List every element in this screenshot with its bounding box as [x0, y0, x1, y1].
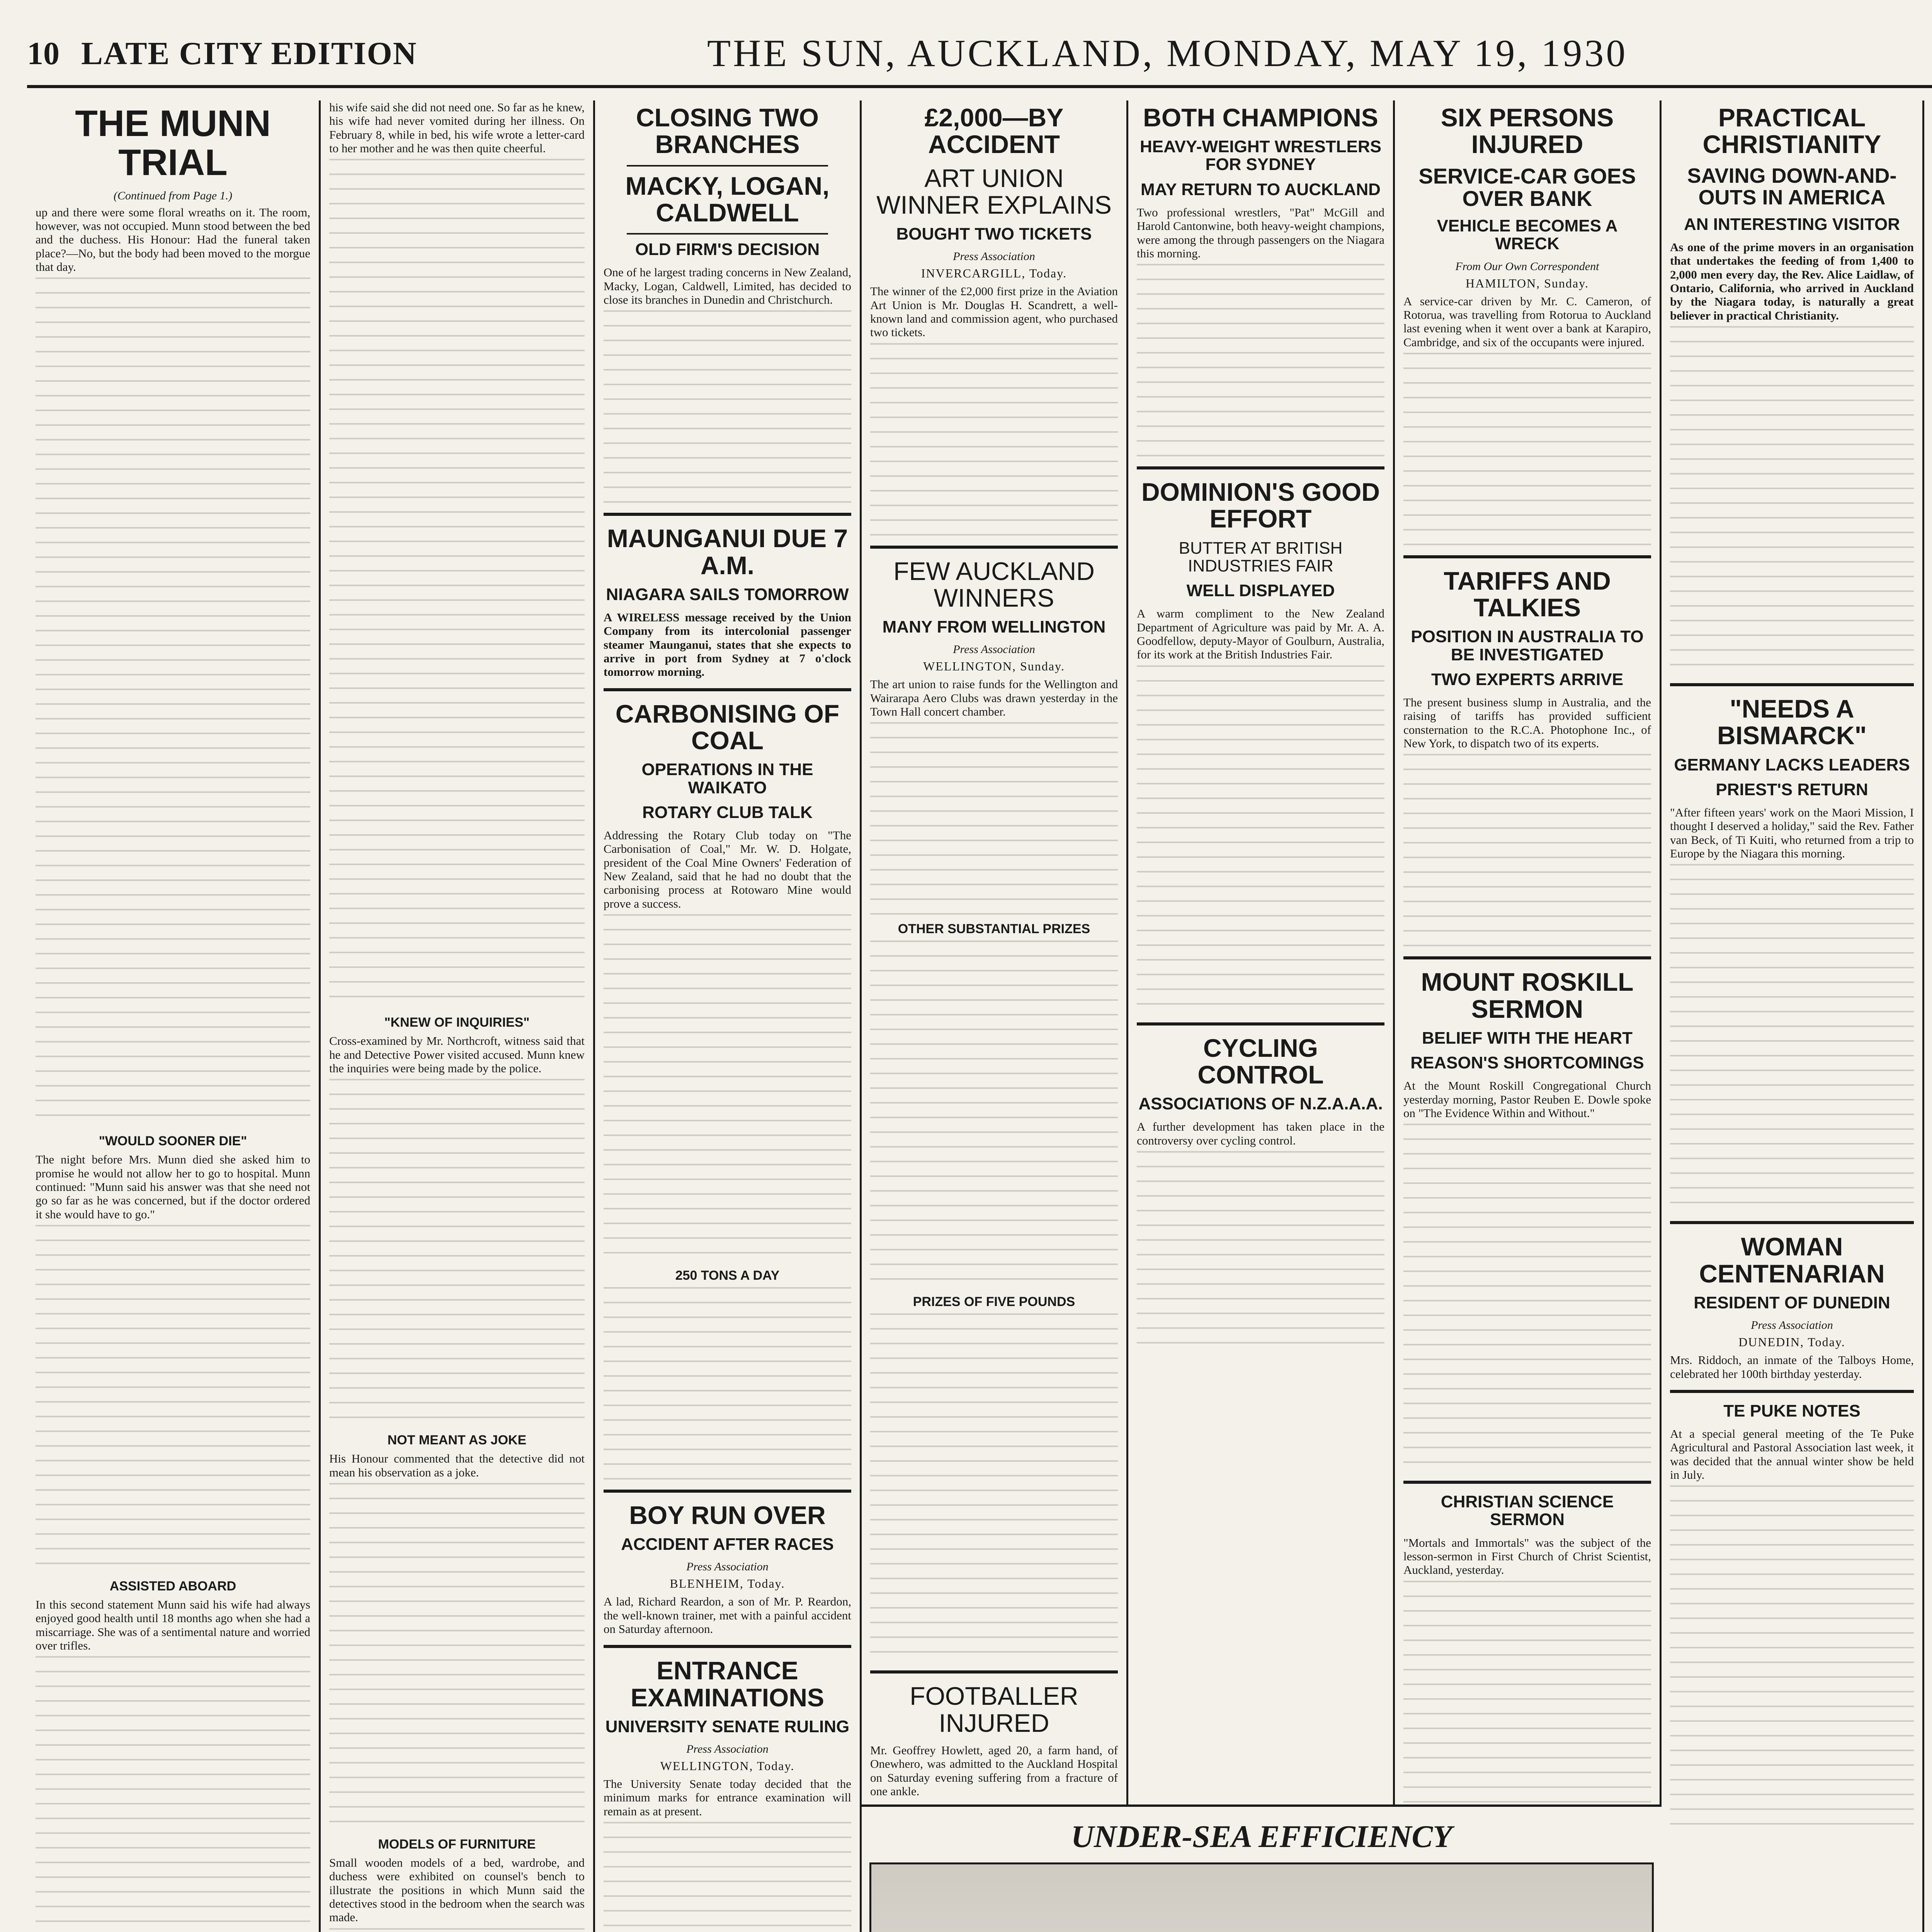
subdeck: WELL DISPLAYED: [1186, 581, 1335, 600]
masthead: [27, 27, 1932, 88]
headline-boy-run-over: BOY RUN OVER: [629, 1500, 826, 1529]
headline-cycling-control: CYCLING CONTROL: [1197, 1033, 1324, 1089]
divider: [627, 165, 828, 167]
column-1: [27, 100, 321, 1932]
divider: [870, 546, 1118, 549]
article-text: As one of the prime movers in an organisation that undertakes the feeding of from 1,400 to 2,000 men every day, the Rev. Alice Laidlaw, of Ontario, California, who arrived in Auckland by the Niagara today, is naturally a great believer in practical Christianity.: [1670, 240, 1914, 322]
divider: [1670, 683, 1914, 686]
dateline: BLENHEIM, Today.: [670, 1577, 785, 1591]
column-4: [862, 100, 1128, 1932]
article-text-block: [1403, 1124, 1651, 1471]
article-text: "After fifteen years' work on the Maori Mission, I thought I deserved a holiday," said the Rev. Father van Beck, of Ti Kuiti, who returned from a trip to Europe by the Niagara this morning.: [1670, 806, 1914, 861]
article-text-block: [1403, 353, 1651, 546]
headline-christian-science: CHRISTIAN SCIENCE SERMON: [1440, 1492, 1614, 1529]
subheading: OTHER SUBSTANTIAL PRIZES: [898, 922, 1090, 937]
headline-maunganui: MAUNGANUI DUE 7 A.M.: [607, 524, 848, 580]
subheading: 250 TONS A DAY: [675, 1268, 780, 1283]
subdeck: TWO EXPERTS ARRIVE: [1431, 670, 1624, 689]
article-text: At a special general meeting of the Te Puke Agricultural and Pastoral Association last week, it was decided that the annual winter show be held in July.: [1670, 1427, 1914, 1482]
subdeck: AN INTERESTING VISITOR: [1684, 214, 1900, 234]
subheading: "KNEW OF INQUIRIES": [384, 1015, 530, 1030]
deck: NIAGARA SAILS TOMORROW: [606, 585, 849, 604]
article-text-block: [1403, 754, 1651, 947]
deck: OPERATIONS IN THE WAIKATO: [641, 760, 813, 797]
article-text-block: [36, 1656, 310, 1932]
photo-feature: [862, 1804, 1662, 1932]
headline-auckland-winners: FEW AUCKLAND WINNERS: [893, 556, 1095, 612]
article-text: The art union to raise funds for the Wellington and Wairarapa Aero Clubs was drawn yesterday in the Town Hall concert chamber.: [870, 677, 1118, 719]
column-6: [1395, 100, 1662, 1932]
subdeck: VEHICLE BECOMES A WRECK: [1437, 216, 1618, 253]
headline-dominion-effort: DOMINION'S GOOD EFFORT: [1141, 478, 1380, 533]
article-text-block: [36, 277, 310, 1128]
article-text-block: [1670, 864, 1914, 1212]
subheading: MODELS OF FURNITURE: [378, 1837, 536, 1852]
deck: BUTTER AT BRITISH INDUSTRIES FAIR: [1179, 538, 1343, 575]
divider: [1670, 1390, 1914, 1393]
deck: ACCIDENT AFTER RACES: [621, 1535, 834, 1554]
article-text: His Honour commented that the detective did not mean his observation as a joke.: [329, 1452, 585, 1479]
article-text-block: [870, 343, 1118, 536]
headline-closing-branches: CLOSING TWO BRANCHES: [636, 103, 819, 159]
article-text: A further development has taken place in the controversy over cycling control.: [1137, 1120, 1384, 1147]
article-text: Cross-examined by Mr. Northcroft, witness said that he and Detective Power visited accused. Munn knew the inquiries were being made by the police.: [329, 1034, 585, 1075]
article-text: At the Mount Roskill Congregational Church yesterday morning, Pastor Reuben E. Dowle spoke on "The Evidence Within and Without.": [1403, 1079, 1651, 1120]
article-text-block: [1137, 264, 1384, 457]
article-text: A lad, Richard Reardon, a son of Mr. P. Reardon, the well-known trainer, met with a painful accident on Saturday afternoon.: [604, 1595, 851, 1636]
article-text-block: [1137, 665, 1384, 1013]
deck: ART UNION WINNER EXPLAINS: [876, 163, 1112, 219]
newspaper-title: THE SUN, AUCKLAND, MONDAY, MAY 19, 1930: [707, 32, 1628, 75]
deck: GERMANY LACKS LEADERS: [1674, 755, 1910, 774]
byline: From Our Own Correspondent: [1455, 260, 1599, 273]
article-text-block: [604, 914, 851, 1262]
subdeck: PRIEST'S RETURN: [1716, 780, 1868, 799]
column-2: [321, 100, 595, 1932]
article-text: Mr. Geoffrey Howlett, aged 20, a farm hand, of Onewhero, was admitted to the Auckland Hospital on Saturday evening suffering from a fracture of one ankle.: [870, 1743, 1118, 1798]
subdeck: OLD FIRM'S DECISION: [635, 240, 820, 259]
article-text-block: [604, 310, 851, 503]
headline-needs-bismarck: "NEEDS A BISMARCK": [1717, 694, 1867, 750]
page-number: 10: [27, 36, 60, 71]
divider: [604, 513, 851, 516]
article-text: his wife said she did not need one. So far as he knew, his wife had never vomited during her illness. On February 8, while in bed, his wife wrote a letter-card to her mother and he was then quite cheerful.: [329, 100, 585, 155]
headline-roskill-sermon: MOUNT ROSKILL SERMON: [1421, 968, 1634, 1023]
article-text: The University Senate today decided that the minimum marks for entrance examination will remain as at present.: [604, 1777, 851, 1818]
article-text-block: [1670, 326, 1914, 674]
divider: [1670, 1221, 1914, 1224]
article-text-block: [329, 1079, 585, 1427]
article-text-block: [329, 1483, 585, 1831]
dateline: INVERCARGILL, Today.: [921, 266, 1067, 281]
article-text: "Mortals and Immortals" was the subject of the lesson-sermon in First Church of Christ Scientist, Auckland, yesterday.: [1403, 1536, 1651, 1577]
article-text: A WIRELESS message received by the Union Company from its intercolonial passenger steamer Maunganui, states that she expects to arrive in port from Sydney at 7 o'clock tomorrow morning.: [604, 611, 851, 679]
divider: [870, 1670, 1118, 1673]
article-text: One of he largest trading concerns in New Zealand, Macky, Logan, Caldwell, Limited, has decided to close its branches in Dunedin and Christchurch.: [604, 265, 851, 307]
article-text: The winner of the £2,000 first prize in the Aviation Art Union is Mr. Douglas H. Scandrett, a well-known land and commission agent, who purchased two tickets.: [870, 284, 1118, 339]
byline: Press Association: [1751, 1319, 1833, 1332]
deck: SERVICE-CAR GOES OVER BANK: [1418, 163, 1636, 211]
divider: [1403, 956, 1651, 959]
deck: POSITION IN AUSTRALIA TO BE INVESTIGATED: [1411, 627, 1644, 664]
dateline: HAMILTON, Sunday.: [1465, 276, 1589, 290]
divider: [604, 1490, 851, 1493]
headline-entrance-exams: ENTRANCE EXAMINATIONS: [630, 1656, 825, 1712]
column-3: [595, 100, 862, 1932]
deck: BELIEF WITH THE HEART: [1422, 1028, 1633, 1048]
deck: ASSOCIATIONS OF N.Z.A.A.A.: [1138, 1094, 1383, 1114]
article-text-block: [870, 1313, 1118, 1661]
article-text: Mrs. Riddoch, an inmate of the Talboys Home, celebrated her 100th birthday yesterday.: [1670, 1353, 1914, 1381]
article-text: A warm compliment to the New Zealand Department of Agriculture was paid by Mr. A. A. Goodfellow, deputy-Mayor of Goulburn, Australia, for its work at the British Industries Fair.: [1137, 607, 1384, 662]
article-text: The present business slump in Australia, and the raising of tariffs has provided sufficient consternation to the R.C.A. Photophone Inc., of New York, to dispatch two of its experts.: [1403, 696, 1651, 750]
article-text-block: [604, 1287, 851, 1480]
deck: MACKY, LOGAN, CALDWELL: [625, 171, 830, 227]
subheading: ASSISTED ABOARD: [109, 1578, 236, 1594]
article-text: In this second statement Munn said his wife had always enjoyed good health until 18 months ago when she had a miscarriage. She was of a sentimental nature and worried over trifles.: [36, 1597, 310, 1652]
article-text-block: [604, 1822, 851, 1932]
article-text-block: [870, 722, 1118, 915]
headline-munn-trial: THE MUNN TRIAL: [75, 103, 271, 183]
subdeck: BOUGHT TWO TICKETS: [896, 224, 1092, 244]
deck: SAVING DOWN-AND-OUTS IN AMERICA: [1687, 164, 1897, 209]
article-text: Addressing the Rotary Club today on "The Carbonisation of Coal," Mr. W. D. Holgate, president of the Coal Mine Owners' Federation of New Zealand, said that he had no doubt that the carbonising process at Rotowaro Mine would prove a success.: [604, 828, 851, 910]
headline-te-puke: TE PUKE NOTES: [1723, 1401, 1861, 1420]
headline-footballer-injured: FOOTBALLER INJURED: [910, 1682, 1078, 1737]
photo-headline: UNDER-SEA EFFICIENCY: [1071, 1819, 1452, 1854]
deck: UNIVERSITY SENATE RULING: [605, 1717, 850, 1736]
article-text: A service-car driven by Mr. C. Cameron, of Rotorua, was travelling from Rotorua to Auckland last evening when it went over a bank at Karapiro, Cambridge, and six of the occupants were injured.: [1403, 294, 1651, 349]
article-text: The night before Mrs. Munn died she asked him to promise he would not allow her to go to hospital. Munn continued: "Munn said his answer was that she need not go so far as he was concerned, but if the doctor ordered it she would have to go.": [36, 1153, 310, 1221]
divider: [1403, 555, 1651, 558]
byline: Press Association: [953, 250, 1035, 263]
divider: [604, 688, 851, 691]
article-text: Small wooden models of a bed, wardrobe, and duchess were exhibited on counsel's bench to illustrate the positions in which Munn said the detectives stood in the bedroom when the search was made.: [329, 1855, 585, 1924]
article-text-block: [870, 940, 1118, 1288]
article-text-block: [1670, 1485, 1914, 1833]
headline-tariffs-talkies: TARIFFS AND TALKIES: [1444, 566, 1611, 622]
dateline: DUNEDIN, Today.: [1738, 1335, 1845, 1349]
divider: [1137, 1022, 1384, 1026]
headline-art-union: £2,000—BY ACCIDENT: [924, 103, 1064, 159]
subheading: NOT MEANT AS JOKE: [387, 1433, 527, 1448]
divider: [627, 233, 828, 235]
deck: RESIDENT OF DUNEDIN: [1694, 1293, 1890, 1312]
article-text-block: [329, 1928, 585, 1932]
byline: Press Association: [686, 1743, 769, 1756]
headline-both-champions: BOTH CHAMPIONS: [1143, 103, 1378, 132]
article-text-block: [1137, 1151, 1384, 1344]
subdeck: MAY RETURN TO AUCKLAND: [1141, 180, 1381, 199]
headline-woman-centenarian: WOMAN CENTENARIAN: [1699, 1232, 1885, 1288]
dateline: WELLINGTON, Sunday.: [923, 659, 1065, 673]
column-5: [1128, 100, 1395, 1932]
divider: [1403, 1481, 1651, 1484]
headline-six-injured: SIX PERSONS INJURED: [1440, 103, 1614, 159]
article-text: up and there were some floral wreaths on it. The room, however, was not occupied. Munn stood between the bed and the duchess. His Honour: Had the funeral taken place?—No, but the body had been moved to the morgue that day.: [36, 205, 310, 274]
byline: Press Association: [953, 643, 1035, 656]
subdeck: ROTARY CLUB TALK: [642, 803, 813, 822]
subdeck: REASON'S SHORTCOMINGS: [1410, 1053, 1644, 1073]
edition-label: LATE CITY EDITION: [81, 36, 417, 71]
submarine-photo: [869, 1862, 1654, 1932]
divider: [604, 1645, 851, 1648]
article-text: Two professional wrestlers, "Pat" McGill and Harold Cantonwine, both heavy-weight champions, were among the through passengers on the Niagara this morning.: [1137, 205, 1384, 260]
divider: [1137, 466, 1384, 469]
subheading: PRIZES OF FIVE POUNDS: [913, 1294, 1075, 1310]
article-text-block: [329, 159, 585, 1009]
continued-note: (Continued from Page 1.): [113, 189, 233, 202]
column-7: [1662, 100, 1924, 1932]
dateline: WELLINGTON, Today.: [660, 1759, 795, 1773]
newspaper-columns: [27, 100, 1932, 1932]
deck: HEAVY-WEIGHT WRESTLERS FOR SYDNEY: [1140, 137, 1381, 174]
article-text-block: [36, 1225, 310, 1573]
deck: MANY FROM WELLINGTON: [882, 617, 1106, 637]
headline-carbonising-coal: CARBONISING OF COAL: [615, 699, 840, 755]
headline-practical-christianity: PRACTICAL CHRISTIANITY: [1702, 103, 1881, 159]
byline: Press Association: [686, 1560, 769, 1573]
subheading: "WOULD SOONER DIE": [99, 1134, 247, 1149]
column-8: [1924, 100, 1932, 1932]
